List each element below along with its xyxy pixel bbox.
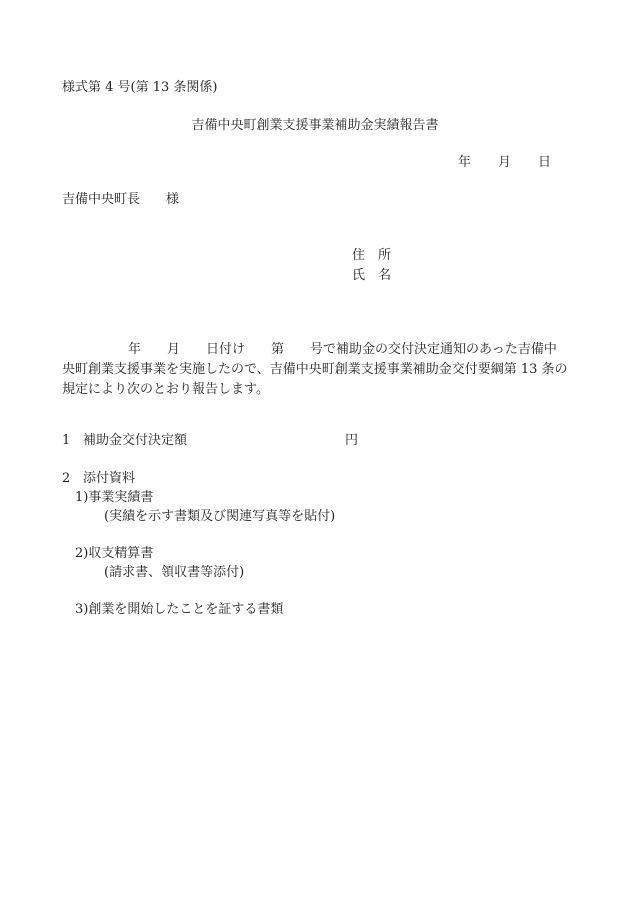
report-body — [62, 340, 574, 400]
date-day: 日 — [538, 155, 552, 170]
date-month: 月 — [498, 155, 512, 170]
form-label: 様式第 4 号(第 13 条関係) — [62, 80, 218, 95]
item-1-number: 1 — [62, 433, 71, 448]
name-label: 氏 名 — [352, 268, 392, 283]
sub-item-3: 3)創業を開始したことを証する書類 — [75, 602, 284, 617]
item-1-label: 補助金交付決定額 — [83, 433, 188, 448]
sub-item-2: 2)収支精算書 — [75, 546, 154, 561]
page-title: 吉備中央町創業支援事業補助金実績報告書 — [191, 118, 439, 133]
sub-item-1-note: (実績を示す書類及び関連写真等を貼付) — [104, 509, 336, 524]
body-line-1: 年 月 日付け 第 号で補助金の交付決定通知のあった吉備中 — [128, 342, 557, 357]
item-2-label: 添付資料 — [83, 471, 136, 486]
sub-item-1: 1)事業実績書 — [75, 490, 154, 505]
addressee: 吉備中央町長 様 — [62, 192, 180, 207]
sub-item-2-note: (請求書、領収書等添付) — [104, 565, 245, 580]
address-label: 住 所 — [352, 248, 392, 263]
item-2-number: 2 — [62, 471, 71, 486]
body-line-2: 央町創業支援事業を実施したので、吉備中央町創業支援事業補助金交付要綱第 13 条の — [62, 362, 568, 377]
body-line-3: 規定により次のとおり報告します。 — [62, 382, 269, 397]
date-year: 年 — [458, 155, 472, 170]
item-1-unit: 円 — [345, 433, 359, 448]
